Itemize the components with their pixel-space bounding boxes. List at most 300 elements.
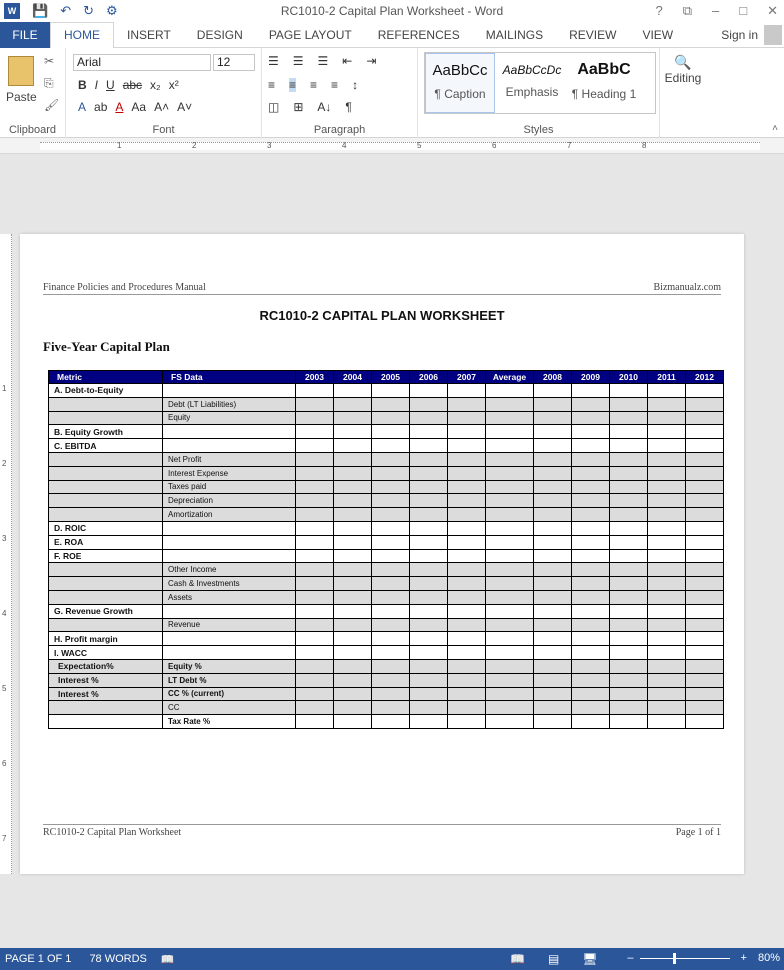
value-cell[interactable] [648,425,686,439]
fs-data-cell[interactable] [163,439,296,453]
value-cell[interactable] [686,715,724,729]
value-cell[interactable] [534,411,572,425]
value-cell[interactable] [648,411,686,425]
value-cell[interactable] [534,466,572,480]
value-cell[interactable] [686,384,724,398]
value-cell[interactable] [296,549,334,563]
value-cell[interactable] [448,480,486,494]
zoom-in-icon[interactable]: + [740,952,747,964]
value-cell[interactable] [534,494,572,508]
value-cell[interactable] [486,577,534,591]
value-cell[interactable] [486,466,534,480]
increase-indent-icon[interactable]: ⇥ [366,54,377,68]
metric-cell[interactable]: Interest % [49,687,163,701]
value-cell[interactable] [296,397,334,411]
superscript-button[interactable]: x² [168,78,179,92]
value-cell[interactable] [686,439,724,453]
fs-data-cell[interactable] [163,604,296,618]
value-cell[interactable] [448,673,486,687]
value-cell[interactable] [534,452,572,466]
value-cell[interactable] [534,659,572,673]
value-cell[interactable] [296,508,334,522]
tab-design[interactable]: DESIGN [196,27,243,42]
subscript-button[interactable]: x₂ [150,78,161,92]
value-cell[interactable] [572,673,610,687]
metric-cell[interactable]: A. Debt-to-Equity [49,384,163,398]
value-cell[interactable] [610,397,648,411]
value-cell[interactable] [534,563,572,577]
metric-cell[interactable]: B. Equity Growth [49,425,163,439]
value-cell[interactable] [648,659,686,673]
fs-data-cell[interactable]: Interest Expense [163,466,296,480]
value-cell[interactable] [410,425,448,439]
save-icon[interactable]: 💾 [32,3,49,18]
value-cell[interactable] [334,452,372,466]
value-cell[interactable] [686,577,724,591]
value-cell[interactable] [296,659,334,673]
value-cell[interactable] [296,604,334,618]
value-cell[interactable] [448,646,486,660]
sort-icon[interactable]: A↓ [317,100,332,114]
value-cell[interactable] [296,577,334,591]
value-cell[interactable] [534,590,572,604]
web-layout-icon[interactable]: 🖥 [582,952,598,966]
fs-data-cell[interactable]: Equity % [163,659,296,673]
value-cell[interactable] [410,715,448,729]
value-cell[interactable] [572,466,610,480]
value-cell[interactable] [572,632,610,646]
value-cell[interactable] [372,604,410,618]
value-cell[interactable] [610,439,648,453]
value-cell[interactable] [410,659,448,673]
value-cell[interactable] [372,577,410,591]
align-left-icon[interactable]: ≡ [268,78,276,92]
value-cell[interactable] [410,466,448,480]
capital-plan-table[interactable] [48,370,724,729]
value-cell[interactable] [572,508,610,522]
value-cell[interactable] [648,549,686,563]
value-cell[interactable] [648,701,686,715]
value-cell[interactable] [648,397,686,411]
value-cell[interactable] [334,604,372,618]
value-cell[interactable] [572,384,610,398]
value-cell[interactable] [572,397,610,411]
value-cell[interactable] [572,590,610,604]
value-cell[interactable] [686,425,724,439]
value-cell[interactable] [372,425,410,439]
copy-icon[interactable]: ⎘ [44,76,54,90]
justify-icon[interactable]: ≡ [331,78,339,92]
paste-icon[interactable] [8,56,34,86]
collapse-ribbon-icon[interactable]: ˄ [772,123,778,134]
value-cell[interactable] [648,632,686,646]
value-cell[interactable] [648,384,686,398]
value-cell[interactable] [334,590,372,604]
value-cell[interactable] [372,632,410,646]
value-cell[interactable] [334,715,372,729]
value-cell[interactable] [572,563,610,577]
value-cell[interactable] [486,425,534,439]
highlight-button[interactable]: ab [94,100,108,114]
value-cell[interactable] [486,397,534,411]
value-cell[interactable] [448,535,486,549]
metric-cell[interactable]: F. ROE [49,549,163,563]
value-cell[interactable] [410,494,448,508]
value-cell[interactable] [648,646,686,660]
value-cell[interactable] [372,411,410,425]
value-cell[interactable] [372,646,410,660]
value-cell[interactable] [372,452,410,466]
metric-cell[interactable] [49,590,163,604]
value-cell[interactable] [572,715,610,729]
fs-data-cell[interactable] [163,384,296,398]
value-cell[interactable] [610,549,648,563]
value-cell[interactable] [534,425,572,439]
value-cell[interactable] [648,439,686,453]
undo-icon[interactable]: ↶ [60,3,72,18]
style-heading1[interactable] [569,53,639,113]
value-cell[interactable] [296,535,334,549]
value-cell[interactable] [410,673,448,687]
value-cell[interactable] [486,439,534,453]
value-cell[interactable] [686,535,724,549]
value-cell[interactable] [486,715,534,729]
decrease-indent-icon[interactable]: ⇤ [342,54,353,68]
tab-page-layout[interactable]: PAGE LAYOUT [268,27,352,42]
value-cell[interactable] [296,632,334,646]
value-cell[interactable] [372,384,410,398]
font-name-select[interactable]: Arial [73,54,211,71]
borders-icon[interactable]: ⊞ [293,100,304,114]
value-cell[interactable] [610,452,648,466]
bullets-icon[interactable]: ☰ [268,54,279,68]
value-cell[interactable] [486,411,534,425]
value-cell[interactable] [534,577,572,591]
metric-cell[interactable] [49,563,163,577]
value-cell[interactable] [534,604,572,618]
value-cell[interactable] [686,673,724,687]
value-cell[interactable] [486,494,534,508]
value-cell[interactable] [334,480,372,494]
value-cell[interactable] [296,452,334,466]
value-cell[interactable] [448,508,486,522]
value-cell[interactable] [610,715,648,729]
value-cell[interactable] [448,397,486,411]
maximize-button[interactable]: □ [739,3,748,18]
value-cell[interactable] [686,411,724,425]
strikethrough-button[interactable]: abc [122,78,143,92]
value-cell[interactable] [410,618,448,632]
value-cell[interactable] [572,439,610,453]
value-cell[interactable] [686,646,724,660]
value-cell[interactable] [296,494,334,508]
change-case-button[interactable]: Aa [131,100,147,114]
value-cell[interactable] [648,687,686,701]
value-cell[interactable] [448,618,486,632]
value-cell[interactable] [448,687,486,701]
value-cell[interactable] [448,659,486,673]
tab-view[interactable]: VIEW [642,27,674,42]
fs-data-cell[interactable]: Taxes paid [163,480,296,494]
value-cell[interactable] [296,687,334,701]
fs-data-cell[interactable]: Amortization [163,508,296,522]
value-cell[interactable] [648,535,686,549]
value-cell[interactable] [572,701,610,715]
value-cell[interactable] [648,452,686,466]
value-cell[interactable] [448,577,486,591]
value-cell[interactable] [410,439,448,453]
value-cell[interactable] [572,549,610,563]
fs-data-cell[interactable]: Revenue [163,618,296,632]
value-cell[interactable] [410,646,448,660]
value-cell[interactable] [610,618,648,632]
value-cell[interactable] [486,480,534,494]
horizontal-ruler[interactable] [0,138,784,154]
value-cell[interactable] [334,618,372,632]
value-cell[interactable] [372,480,410,494]
fs-data-cell[interactable]: Depreciation [163,494,296,508]
value-cell[interactable] [610,701,648,715]
value-cell[interactable] [572,687,610,701]
value-cell[interactable] [448,411,486,425]
value-cell[interactable] [372,397,410,411]
value-cell[interactable] [410,563,448,577]
word-count[interactable]: 78 WORDS [89,953,147,965]
value-cell[interactable] [372,494,410,508]
value-cell[interactable] [534,535,572,549]
value-cell[interactable] [448,715,486,729]
value-cell[interactable] [686,687,724,701]
value-cell[interactable] [610,466,648,480]
value-cell[interactable] [610,508,648,522]
value-cell[interactable] [334,521,372,535]
value-cell[interactable] [296,673,334,687]
value-cell[interactable] [610,604,648,618]
fs-data-cell[interactable]: LT Debt % [163,673,296,687]
format-painter-icon[interactable]: 🖌 [44,98,60,112]
font-color-button[interactable]: A [115,100,124,114]
metric-cell[interactable]: G. Revenue Growth [49,604,163,618]
value-cell[interactable] [334,577,372,591]
value-cell[interactable] [534,618,572,632]
value-cell[interactable] [372,549,410,563]
minimize-button[interactable]: – [712,3,720,18]
value-cell[interactable] [610,590,648,604]
tab-mailings[interactable]: MAILINGS [485,27,544,42]
fs-data-cell[interactable]: Cash & Investments [163,577,296,591]
value-cell[interactable] [486,452,534,466]
value-cell[interactable] [648,715,686,729]
value-cell[interactable] [610,646,648,660]
value-cell[interactable] [334,563,372,577]
align-center-icon[interactable]: ≡ [289,78,297,92]
value-cell[interactable] [648,673,686,687]
close-button[interactable]: ✕ [767,3,778,18]
value-cell[interactable] [572,411,610,425]
value-cell[interactable] [610,384,648,398]
metric-cell[interactable]: I. WACC [49,646,163,660]
value-cell[interactable] [610,425,648,439]
fs-data-cell[interactable]: Assets [163,590,296,604]
help-icon[interactable]: ? [655,3,663,18]
value-cell[interactable] [486,618,534,632]
fs-data-cell[interactable]: Equity [163,411,296,425]
metric-cell[interactable] [49,452,163,466]
fs-data-cell[interactable] [163,535,296,549]
value-cell[interactable] [534,397,572,411]
value-cell[interactable] [486,604,534,618]
value-cell[interactable] [334,673,372,687]
value-cell[interactable] [334,411,372,425]
tab-references[interactable]: REFERENCES [377,27,460,42]
value-cell[interactable] [296,618,334,632]
tab-file[interactable]: FILE [0,22,50,48]
value-cell[interactable] [410,687,448,701]
value-cell[interactable] [572,425,610,439]
value-cell[interactable] [296,563,334,577]
italic-button[interactable]: I [94,78,99,92]
value-cell[interactable] [448,425,486,439]
value-cell[interactable] [296,384,334,398]
value-cell[interactable] [534,439,572,453]
value-cell[interactable] [410,508,448,522]
value-cell[interactable] [372,439,410,453]
value-cell[interactable] [334,466,372,480]
value-cell[interactable] [534,646,572,660]
value-cell[interactable] [686,563,724,577]
vertical-ruler[interactable] [0,234,12,874]
style-emphasis[interactable] [497,53,567,113]
value-cell[interactable] [648,480,686,494]
zoom-slider[interactable] [640,958,730,959]
page-count[interactable]: PAGE 1 OF 1 [5,953,72,965]
fs-data-cell[interactable]: CC % (current) [163,687,296,701]
value-cell[interactable] [648,508,686,522]
value-cell[interactable] [448,604,486,618]
metric-cell[interactable] [49,466,163,480]
value-cell[interactable] [534,701,572,715]
value-cell[interactable] [686,590,724,604]
align-right-icon[interactable]: ≡ [310,78,318,92]
value-cell[interactable] [648,521,686,535]
value-cell[interactable] [648,604,686,618]
value-cell[interactable] [610,411,648,425]
value-cell[interactable] [296,715,334,729]
metric-cell[interactable]: C. EBITDA [49,439,163,453]
editing-button[interactable] [660,54,706,85]
value-cell[interactable] [372,466,410,480]
value-cell[interactable] [296,521,334,535]
value-cell[interactable] [534,632,572,646]
value-cell[interactable] [486,563,534,577]
value-cell[interactable] [372,521,410,535]
value-cell[interactable] [534,715,572,729]
value-cell[interactable] [372,687,410,701]
value-cell[interactable] [372,715,410,729]
value-cell[interactable] [534,521,572,535]
value-cell[interactable] [686,701,724,715]
value-cell[interactable] [534,508,572,522]
value-cell[interactable] [372,508,410,522]
value-cell[interactable] [372,618,410,632]
value-cell[interactable] [686,480,724,494]
value-cell[interactable] [296,439,334,453]
value-cell[interactable] [410,411,448,425]
multilevel-list-icon[interactable]: ☰ [317,54,329,68]
zoom-slider-thumb[interactable] [673,953,676,964]
value-cell[interactable] [610,687,648,701]
metric-cell[interactable] [49,715,163,729]
value-cell[interactable] [572,521,610,535]
text-effects-button[interactable]: A [78,100,87,114]
value-cell[interactable] [486,549,534,563]
value-cell[interactable] [534,549,572,563]
value-cell[interactable] [334,659,372,673]
value-cell[interactable] [686,494,724,508]
value-cell[interactable] [448,452,486,466]
fs-data-cell[interactable]: Other Income [163,563,296,577]
fs-data-cell[interactable] [163,521,296,535]
value-cell[interactable] [296,425,334,439]
value-cell[interactable] [410,384,448,398]
document-page[interactable] [20,234,744,874]
zoom-out-icon[interactable]: – [627,952,634,964]
fs-data-cell[interactable]: CC [163,701,296,715]
read-mode-icon[interactable]: 📖 [510,952,525,966]
value-cell[interactable] [448,384,486,398]
metric-cell[interactable]: Interest % [49,673,163,687]
value-cell[interactable] [686,659,724,673]
metric-cell[interactable] [49,508,163,522]
value-cell[interactable] [686,508,724,522]
value-cell[interactable] [448,590,486,604]
numbering-icon[interactable]: ☰ [292,54,304,68]
value-cell[interactable] [334,646,372,660]
fs-data-cell[interactable] [163,549,296,563]
metric-cell[interactable] [49,480,163,494]
value-cell[interactable] [534,480,572,494]
metric-cell[interactable]: Expectation% [49,659,163,673]
value-cell[interactable] [334,425,372,439]
value-cell[interactable] [686,618,724,632]
value-cell[interactable] [486,384,534,398]
value-cell[interactable] [686,452,724,466]
value-cell[interactable] [686,549,724,563]
value-cell[interactable] [448,632,486,646]
style-caption[interactable] [425,53,495,113]
value-cell[interactable] [572,452,610,466]
value-cell[interactable] [372,701,410,715]
value-cell[interactable] [410,549,448,563]
fs-data-cell[interactable]: Tax Rate % [163,715,296,729]
value-cell[interactable] [334,494,372,508]
metric-cell[interactable] [49,577,163,591]
value-cell[interactable] [534,384,572,398]
shrink-font-button[interactable]: A˅ [177,100,193,114]
value-cell[interactable] [648,590,686,604]
value-cell[interactable] [648,618,686,632]
value-cell[interactable] [572,659,610,673]
value-cell[interactable] [572,494,610,508]
value-cell[interactable] [448,701,486,715]
value-cell[interactable] [686,632,724,646]
value-cell[interactable] [410,452,448,466]
value-cell[interactable] [648,563,686,577]
value-cell[interactable] [648,494,686,508]
value-cell[interactable] [486,590,534,604]
value-cell[interactable] [334,701,372,715]
bold-button[interactable]: B [78,78,87,92]
